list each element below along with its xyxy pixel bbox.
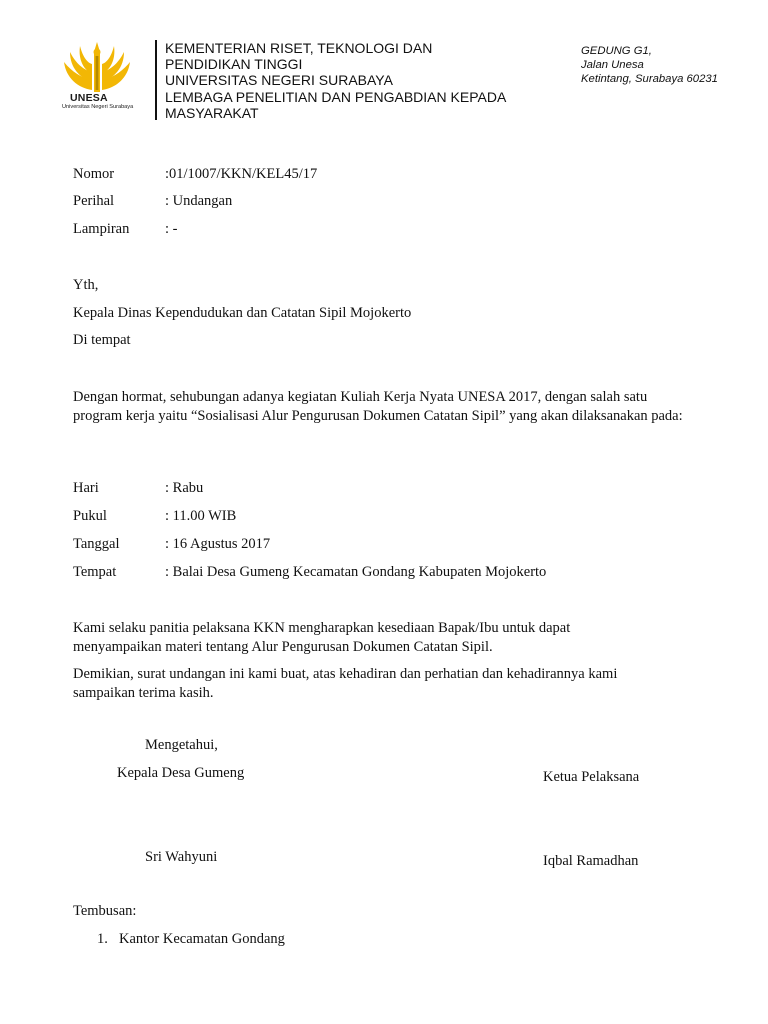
event-value-hari: : Rabu — [165, 480, 204, 496]
cc-item-number: 1. — [97, 931, 108, 947]
cc-heading: Tembusan: — [73, 903, 137, 919]
meta-label-lampiran: Lampiran — [73, 221, 130, 237]
letterhead-line: UNIVERSITAS NEGERI SURABAYA — [165, 72, 393, 89]
event-value-pukul: : 11.00 WIB — [165, 508, 237, 524]
salutation: Yth, — [73, 277, 99, 293]
recipient-name: Kepala Dinas Kependudukan dan Catatan Sipil Mojokerto — [73, 305, 412, 321]
letterhead-line: KEMENTERIAN RISET, TEKNOLOGI DAN — [165, 40, 433, 56]
chairman-title: Ketua Pelaksana — [543, 769, 640, 785]
letterhead-title — [165, 40, 506, 121]
meta-label-nomor: Nomor — [73, 166, 115, 182]
address-line: Ketintang, Surabaya 60231 — [581, 73, 718, 85]
letterhead-line: LEMBAGA PENELITIAN DAN PENGABDIAN KEPADA — [165, 88, 507, 105]
logo-subtitle: Universitas Negeri Surabaya — [62, 104, 134, 110]
event-label-tempat: Tempat — [73, 564, 117, 580]
event-label-tanggal: Tanggal — [73, 536, 120, 552]
letterhead-line: PENDIDIKAN TINGGI — [165, 56, 303, 73]
meta-value-perihal: : Undangan — [165, 193, 233, 209]
logo-name: UNESA — [70, 92, 108, 104]
meta-value-nomor: :01/1007/KKN/KEL45/17 — [165, 166, 318, 182]
event-label-hari: Hari — [73, 480, 99, 496]
event-value-tempat: : Balai Desa Gumeng Kecamatan Gondang Kabupaten Mojokerto — [165, 564, 547, 580]
meta-label-perihal: Perihal — [73, 193, 115, 209]
letterhead-line: MASYARAKAT — [165, 104, 259, 121]
recipient-place: Di tempat — [73, 332, 131, 348]
address-line: GEDUNG G1, — [581, 45, 652, 57]
letterhead-divider — [155, 40, 157, 120]
body-paragraph: Kami selaku panitia pelaksana KKN mengharapkan kesediaan Bapak/Ibu untuk dapat menyampaikan materi tentang Alur Pengurusan Dokumen Catatan Sipil. — [73, 620, 571, 655]
cc-item-text: Kantor Kecamatan Gondang — [119, 931, 285, 947]
event-label-pukul: Pukul — [73, 508, 107, 524]
closing-paragraph: Demikian, surat undangan ini kami buat, atas kehadiran dan perhatian dan kehadirannya kami sampaikan terima kasih. — [73, 666, 618, 701]
acknowledgement-heading: Mengetahui, — [145, 737, 218, 753]
event-value-tanggal: : 16 Agustus 2017 — [165, 536, 271, 552]
meta-value-lampiran: : - — [165, 221, 178, 237]
address-line: Jalan Unesa — [581, 59, 644, 71]
chairman-name: Iqbal Ramadhan — [543, 853, 639, 869]
opening-paragraph: Dengan hormat, sehubungan adanya kegiatan Kuliah Kerja Nyata UNESA 2017, dengan salah satu program kerja yaitu “Sosialisasi Alur Pengurusan Dokumen Catatan Sipil” yang akan dilaksanakan pada: — [73, 389, 683, 424]
village-head-name: Sri Wahyuni — [145, 849, 218, 865]
letterhead-address — [581, 44, 718, 86]
village-head-title: Kepala Desa Gumeng — [117, 765, 245, 781]
